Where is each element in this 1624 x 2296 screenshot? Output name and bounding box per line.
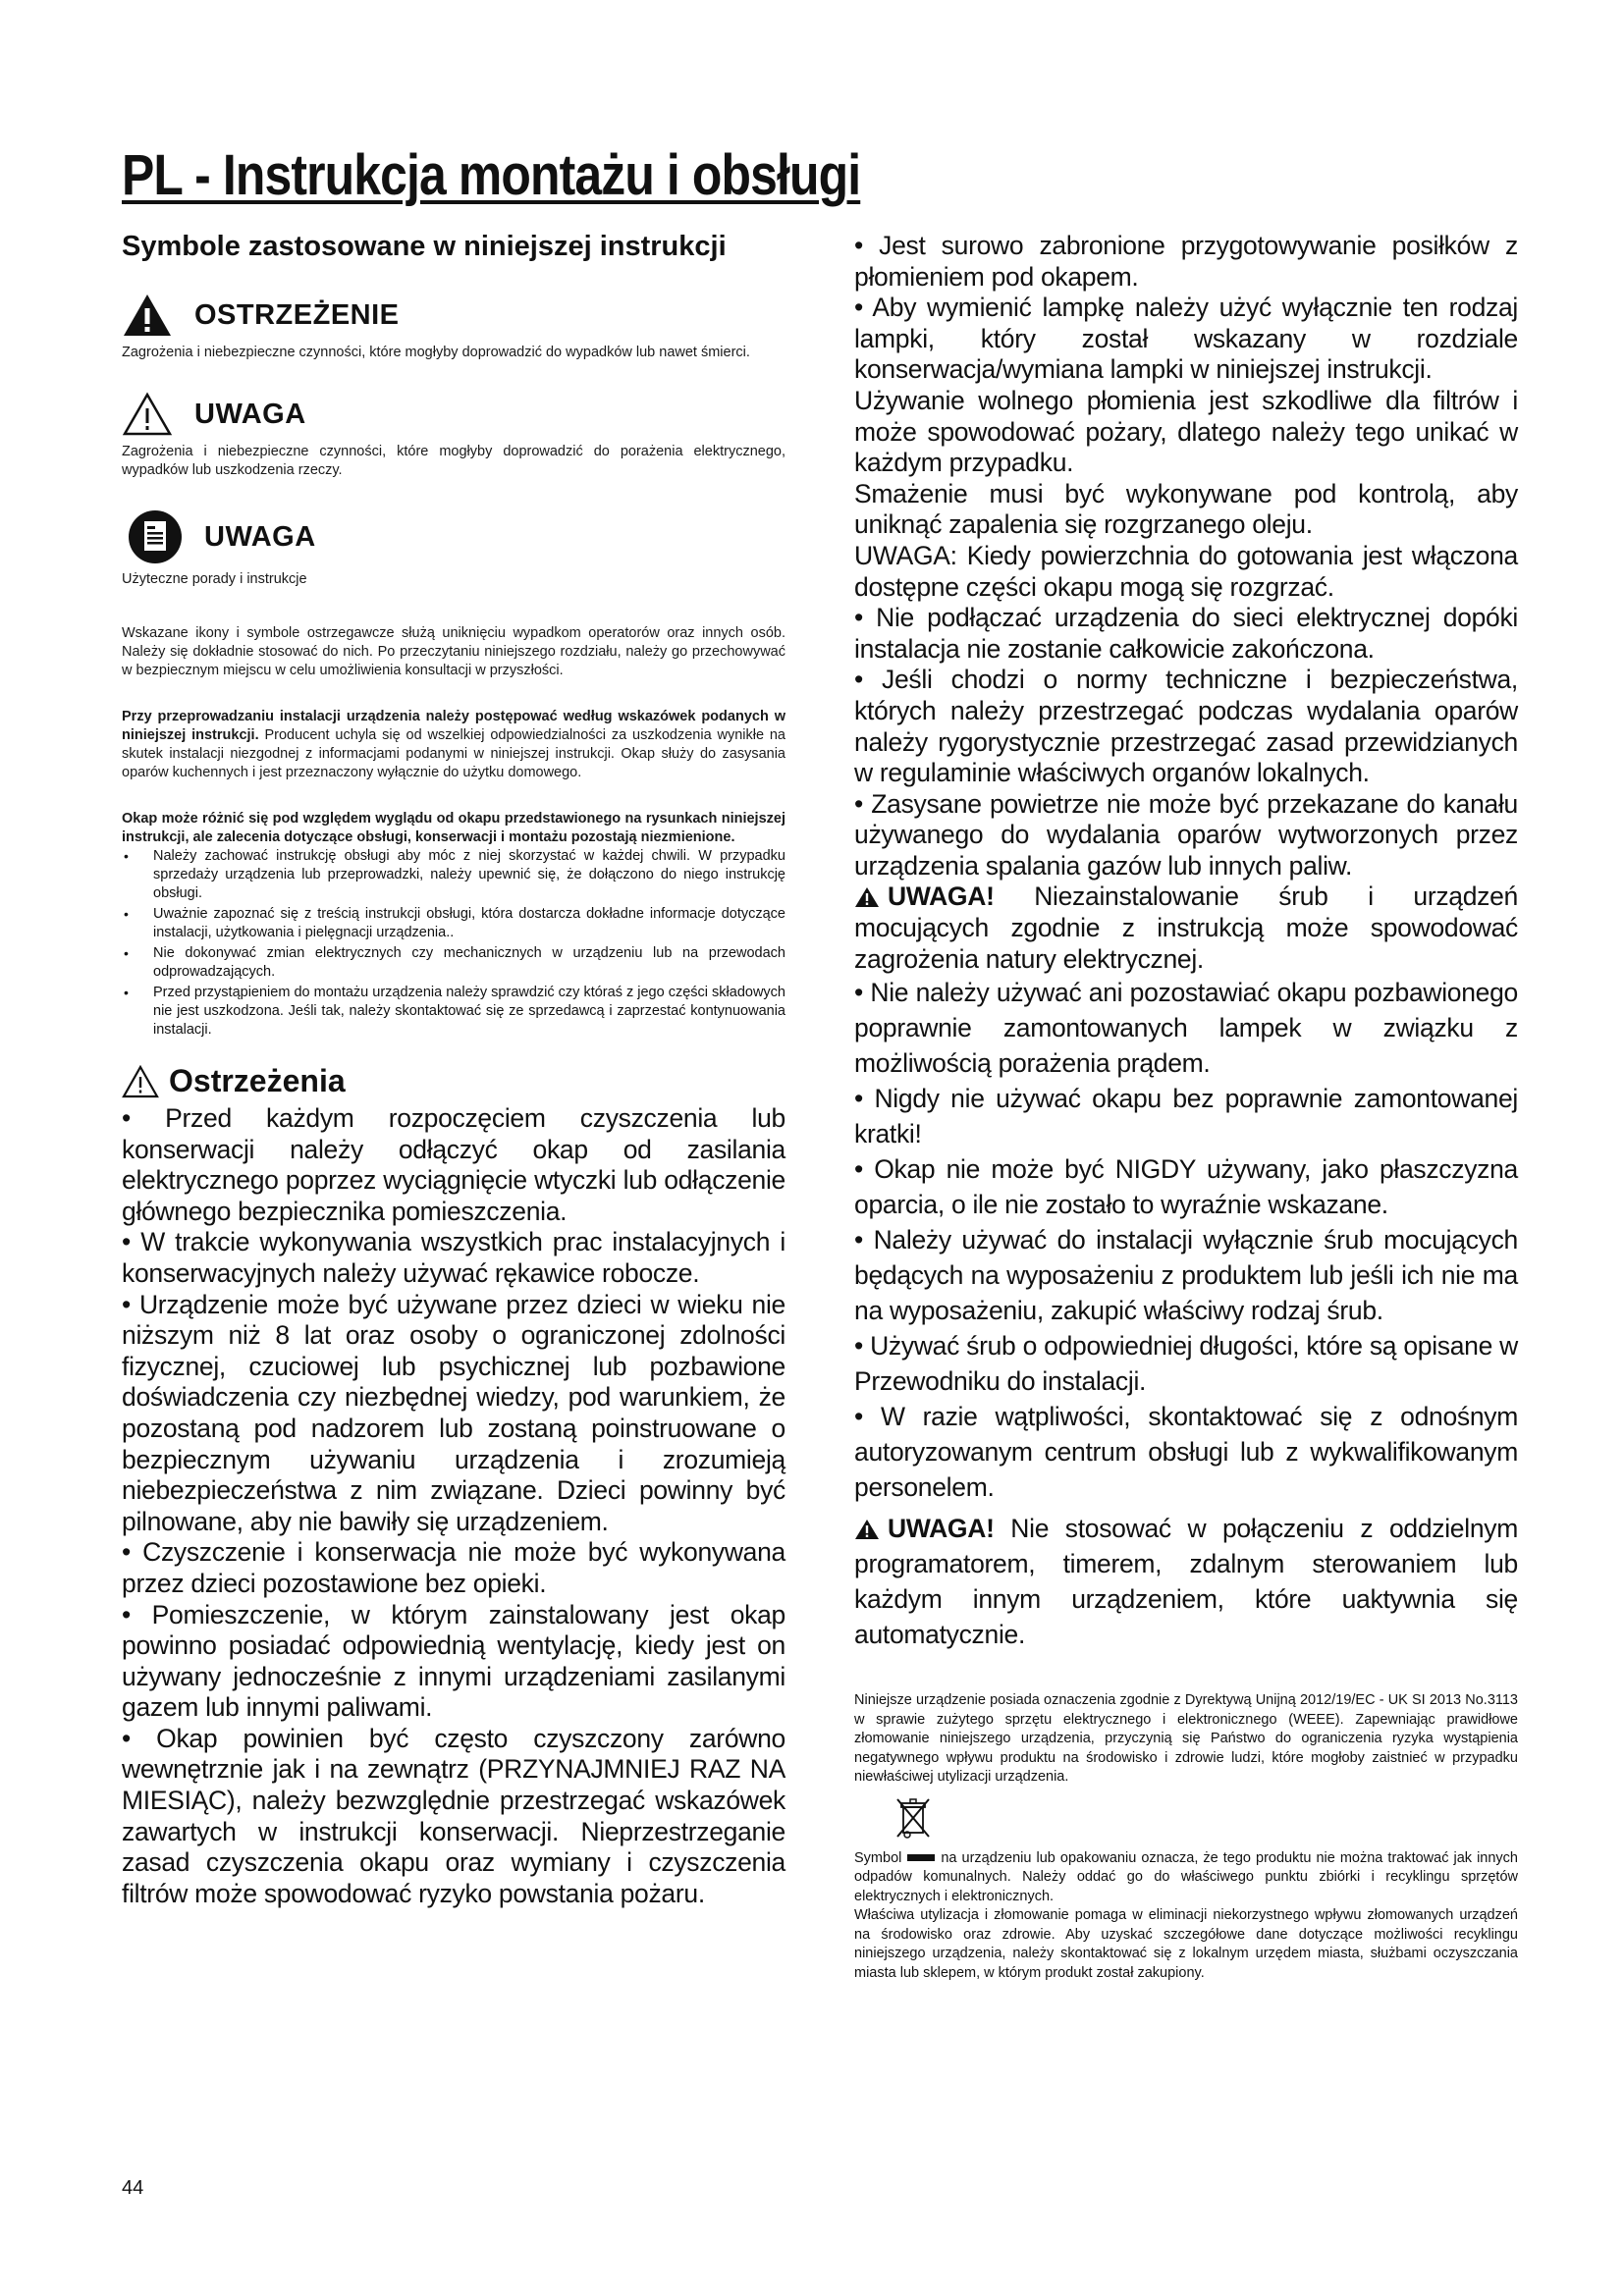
uwaga-label: UWAGA! (888, 881, 995, 912)
safety-item: • Aby wymienić lampkę należy użyć wyłącznie ten rodzaj lampki, który został wskazany w rozdziale konserwacja/wymiana lampki w niniejszej instrukcji. (854, 293, 1518, 385)
warning-item: • W trakcie wykonywania wszystkich prac instalacyjnych i konserwacyjnych należy używać rękawice robocze. (122, 1227, 785, 1288)
warning-outline-icon (122, 1065, 159, 1098)
list-item: • Należy zachować instrukcję obsługi aby móc z niej skorzystać w każdej chwili. W przypadku sprzedaży urządzenia lub przeprowadzki, należy upewnić się, że dołączono do niego instrukcję obsługi. (122, 847, 785, 903)
safety-item: • Jeśli chodzi o normy techniczne i bezpieczeństwa, których należy przestrzegać podczas wydalania oparów należy rygorystycznie przestrzegać zasad przewidzianych w regulaminie właściwych organów lokalnych. (854, 665, 1518, 788)
uwaga-text: Niezainstalowanie śrub i urządzeń mocujących zgodnie z instrukcją może spowodować zagrożenia natury elektrycznej. (854, 881, 1518, 974)
safety-item: • Używać śrub o odpowiedniej długości, które są opisane w Przewodniku do instalacji. (854, 1331, 1518, 1397)
weee-paragraph: Niniejsze urządzenie posiada oznaczenia zgodnie z Dyrektywą Unijną 2012/19/EC - UK SI 2013 No.3113 w sprawie zużytego sprzętu elektrycznego i elektronicznego (WEEE). Zapewniając prawidłowe złomowanie niniejszego urządzenia, przyczynią się Państwo do ograniczenia ryzyka wystąpienia negatywnego wpływu produktu na środowisko i zdrowie ludzi, które mogłoby zaistnieć w przypadku niewłaściwej utylizacji urządzenia. (854, 1692, 1518, 1786)
warning-item: • Pomieszczenie, w którym zainstalowany jest okap powinno posiadać odpowiednią wentylację, kiedy jest on używany jednocześnie z innymi urządzeniami zasilanymi gazem lub innymi paliwami. (122, 1599, 785, 1723)
symbol-rest: na urządzeniu lub opakowaniu oznacza, że tego produktu nie można traktować jak innych odpadów komunalnych. Należy oddać go do właściwego punktu zbiórki i recyklingu sprzętów elektrycznych i elektronicznych. (854, 1849, 1518, 1904)
uwaga-notice-1 (854, 881, 1518, 975)
installation-bold: Przy przeprowadzaniu instalacji urządzenia należy postępować według wskazówek podanych w niniejszej instrukcji. (122, 709, 785, 743)
symbol-description: Użyteczne porady i instrukcje (122, 571, 307, 587)
safety-item: • Nie podłączać urządzenia do sieci elektrycznej dopóki instalacja nie zostanie całkowicie zakończona. (854, 603, 1518, 664)
safety-item: Smażenie musi być wykonywane pod kontrolą, aby uniknąć zapalenia się rozgrzanego oleju. (854, 478, 1518, 540)
warnings-title: Ostrzeżenia (169, 1063, 346, 1098)
warning-filled-icon (122, 293, 173, 338)
warning-item: • Okap powinien być często czyszczony zarówno wewnętrznie jak i na zewnątrz (PRZYNAJMNIEJ RAZ NA MIESIĄC), należy bezwzględnie przestrzegać wskazówek zawartych w instrukcji konserwacji. Nieprzestrzeganie zasad czyszczenia okapu oraz wymiany i czyszczenia filtrów może spowodować ryzyko powstania pożaru. (122, 1723, 785, 1908)
weee-bin-icon (893, 1795, 1518, 1845)
safety-item: • Jest surowo zabronione przygotowywanie posiłków z płomieniem pod okapem. (854, 231, 1518, 292)
left-column (122, 231, 785, 1909)
list-item: • Uważnie zapoznać się z treścią instrukcji obsługi, która dostarcza dokładne informacje dotyczące instalacji, użytkowania i pielęgnacji urządzenia.. (122, 905, 785, 942)
symbol-word: Symbol (854, 1849, 902, 1866)
warning-item: • Urządzenie może być używane przez dzieci w wieku nie niższym niż 8 lat oraz osoby o ograniczonej zdolności fizycznej, czuciowej lub psychicznej lub pozbawione doświadczenia czy niezbędnej wiedzy, pod warunkiem, że pozostaną pod nadzorem lub zostaną poinstruowane o bezpiecznym używaniu urządzenia i zrozumieją niebezpieczeństwa z nim związane. Dzieci powinny być pilnowane, aby nie bawiły się urządzeniem. (122, 1289, 785, 1536)
appearance-paragraph: Okap może różnić się pod względem wyglądu od okapu przedstawionego na rysunkach niniejszej instrukcji, ale zalecenia dotyczące obsługi, konserwacji i montażu pozostają niezmienione. (122, 811, 785, 845)
symbol-note (122, 509, 785, 589)
warning-filled-icon (854, 1519, 880, 1540)
symbol-caution (122, 392, 785, 480)
warning-item: • Czyszczenie i konserwacja nie może być wykonywana przez dzieci pozostawione bez opieki. (122, 1537, 785, 1598)
symbol-paragraph (854, 1849, 1518, 1907)
safety-item: • Okap nie może być NIGDY używany, jako płaszczyzna oparcia, o ile nie zostało to wyraźnie wskazane. (854, 1154, 1518, 1220)
list-item: • Przed przystąpieniem do montażu urządzenia należy sprawdzić czy któraś z jego części składowych nie jest uszkodzona. Jeśli tak, należy skontaktować się ze sprzedawcą i zaprzestać kontynuowania instalacji. (122, 984, 785, 1040)
uwaga-notice-2 (854, 1511, 1518, 1652)
page-number: 44 (122, 2177, 144, 2199)
page-title: PL - Instrukcja montażu i obsługi (122, 143, 861, 207)
symbol-label: UWAGA (194, 398, 306, 430)
warnings-heading (122, 1063, 785, 1099)
safety-item: • Należy używać do instalacji wyłącznie śrub mocujących będących na wyposażeniu z produktem lub jeśli ich nie ma na wyposażeniu, zakupić właściwy rodzaj śrub. (854, 1225, 1518, 1326)
uwaga-label: UWAGA! (888, 1514, 995, 1544)
safety-item: Używanie wolnego płomienia jest szkodliwe dla filtrów i może spowodować pożary, dlatego należy tego unikać w każdym przypadku. (854, 385, 1518, 478)
symbol-label: UWAGA (204, 520, 316, 553)
installation-paragraph (122, 708, 785, 782)
black-bar-icon (907, 1854, 935, 1861)
warning-item: • Przed każdym rozpoczęciem czyszczenia lub konserwacji należy odłączyć okap od zasilania elektrycznego poprzez wyciągnięcie wtyczki lub odłączenie głównego bezpiecznika pomieszczenia. (122, 1103, 785, 1226)
warning-outline-icon (122, 392, 173, 437)
safety-item: • Nigdy nie używać okapu bez poprawnie zamontowanej kratki! (854, 1084, 1518, 1149)
symbol-description: Zagrożenia i niebezpieczne czynności, które mogłyby doprowadzić do wypadków lub nawet śmierci. (122, 345, 750, 360)
right-column (854, 231, 1518, 1983)
disposal-paragraph: Właściwa utylizacja i złomowanie pomaga w eliminacji niekorzystnego wpływu złomowanych urządzeń na środowisko oraz zdrowie. Aby uzyskać szczegółowe dane dotyczące możliwości recyklingu niniejszego urządzenia, należy skontaktować się z lokalnym urzędem miasta, służbami oczyszczania miasta lub sklepem, w którym produkt został zakupiony. (854, 1907, 1518, 1981)
section-title: Symbole zastosowane w niniejszej instrukcji (122, 231, 727, 262)
symbol-description: Zagrożenia i niebezpieczne czynności, które mogłyby doprowadzić do porażenia elektrycznego, wypadków lub uszkodzenia rzeczy. (122, 444, 785, 478)
safety-item: • W razie wątpliwości, skontaktować się z odnośnym autoryzowanym centrum obsługi lub z wykwalifikowanym personelem. (854, 1402, 1518, 1503)
safety-item: • Nie należy używać ani pozostawiać okapu pozbawionego poprawnie zamontowanych lampek w związku z możliwością porażenia prądem. (854, 978, 1518, 1079)
symbol-warning (122, 293, 785, 362)
symbol-label: OSTRZEŻENIE (194, 298, 400, 331)
intro-paragraph: Wskazane ikony i symbole ostrzegawcze służą uniknięciu wypadkom operatorów oraz innych osób. Należy się dokładnie stosować do nich. Po przeczytaniu niniejszego rozdziału, należy go przechowywać w bezpiecznym miejscu w celu umożliwienia konsultacji w przyszłości. (122, 625, 785, 678)
warning-filled-icon (854, 886, 880, 908)
uwaga-text: Nie stosować w połączeniu z oddzielnym programatorem, timerem, zdalnym sterowaniem lub każdym innym urządzeniem, które uaktywnia się automatycznie. (854, 1514, 1518, 1650)
installation-rest: Producent uchyla się od wszelkiej odpowiedzialności za uszkodzenia wynikłe na skutek instalacji niezgodnej z informacjami podanymi w niniejszej instrukcji. Okap służy do zasysania oparów kuchennych i jest przeznaczony wyłącznie do użytku domowego. (122, 727, 785, 780)
document-circle-icon (128, 509, 183, 564)
bullet-list (122, 847, 785, 1040)
safety-item: UWAGA: Kiedy powierzchnia do gotowania jest włączona dostępne części okapu mogą się rozgrzać. (854, 540, 1518, 602)
safety-item: • Zasysane powietrze nie może być przekazane do kanału używanego do wydalania oparów wytworzonych przez urządzenia spalania gazów lub innych paliw. (854, 788, 1518, 881)
list-item: • Nie dokonywać zmian elektrycznych czy mechanicznych w urządzeniu lub na przewodach odprowadzających. (122, 944, 785, 982)
